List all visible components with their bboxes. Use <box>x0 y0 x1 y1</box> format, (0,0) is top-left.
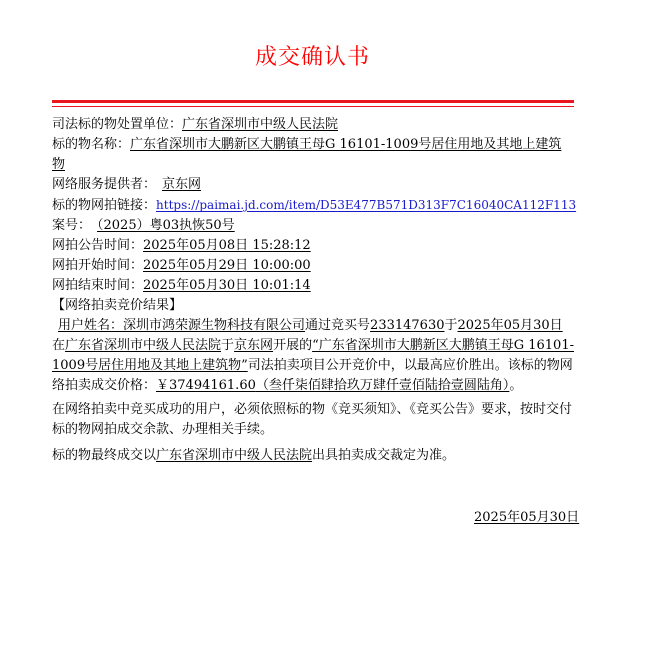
result-platform: 京东网 <box>234 338 274 353</box>
field-announce-time <box>52 236 574 256</box>
field-label: 网拍公告时间： <box>52 238 144 253</box>
field-label: 案号： <box>52 218 92 233</box>
field-disposal-unit <box>52 115 574 135</box>
final-court: 广东省深圳市中级人民法院 <box>156 448 313 463</box>
result-item-name: “广东省深圳市大鹏新区大鹏镇王母G 16101-1009号居住用地及其地上建筑物” <box>52 338 574 373</box>
deal-date: 2025年05月30日 <box>457 318 563 333</box>
field-value: 2025年05月30日 10:01:14 <box>143 278 311 293</box>
header-rule-thin <box>52 106 574 107</box>
field-auction-link <box>52 195 577 216</box>
auction-link[interactable]: https://paimai.jd.com/item/D53E477B571D313F7C16040CA112F113 <box>156 198 577 212</box>
field-item-name <box>52 135 574 175</box>
field-case-number <box>52 216 574 236</box>
result-text: 开展的 <box>273 338 313 353</box>
result-paragraph <box>52 316 574 396</box>
final-text: 出具拍卖成交裁定为准。 <box>312 448 456 463</box>
result-text: 司法拍卖项目公开竞价中，以最高应价胜出。该标的物网络拍卖成交价格： <box>52 358 573 393</box>
notice-paragraph: 在网络拍卖中竞买成功的用户，必须依照标的物《竞买须知》、《竞买公告》要求，按时交付标的物网拍成交余款、办理相关手续。 <box>52 402 573 437</box>
deal-price: ￥37494161.60 <box>156 378 256 393</box>
field-start-time <box>52 256 574 276</box>
user-name: 深圳市鸿荣源生物科技有限公司 <box>123 318 306 333</box>
result-text: 于 <box>444 318 458 333</box>
field-value: 2025年05月08日 15:28:12 <box>143 238 311 253</box>
document-body <box>52 115 577 466</box>
result-heading: 【网络拍卖竞价结果】 <box>52 298 183 313</box>
field-value: 京东网 <box>162 177 202 192</box>
field-value: 广东省深圳市大鹏新区大鹏镇王母G 16101-1009号居住用地及其地上建筑物 <box>52 137 562 172</box>
final-text: 标的物最终成交以 <box>52 448 157 463</box>
user-name-label: 用户姓名： <box>58 318 124 333</box>
field-label: 标的物网拍链接： <box>52 198 157 213</box>
field-label: 网络服务提供者： <box>52 177 157 192</box>
signature-date: 2025年05月30日 <box>474 510 580 525</box>
field-value: （2025）粤03执恢50号 <box>97 218 235 233</box>
final-paragraph <box>52 446 574 466</box>
result-text: 通过竞买号 <box>305 318 371 333</box>
field-label: 网拍开始时间： <box>52 258 144 273</box>
document-title: 成交确认书 <box>254 45 370 70</box>
result-text: 在 <box>52 338 66 353</box>
field-label: 网拍结束时间： <box>52 278 144 293</box>
header-rule-thick <box>52 100 574 103</box>
deal-price-words: （叁仟柒佰肆拾玖万肆仟壹佰陆拾壹圆陆角） <box>255 378 510 393</box>
field-label: 标的物名称： <box>52 137 131 152</box>
result-text: 于 <box>221 338 235 353</box>
field-end-time <box>52 276 574 296</box>
bid-number: 233147630 <box>370 318 445 333</box>
result-text: 。 <box>509 378 523 393</box>
field-value: 2025年05月29日 10:00:00 <box>143 258 311 273</box>
field-value: 广东省深圳市中级人民法院 <box>182 117 339 132</box>
result-court: 广东省深圳市中级人民法院 <box>65 338 222 353</box>
field-label: 司法标的物处置单位： <box>52 117 183 132</box>
field-service-provider <box>52 175 574 195</box>
